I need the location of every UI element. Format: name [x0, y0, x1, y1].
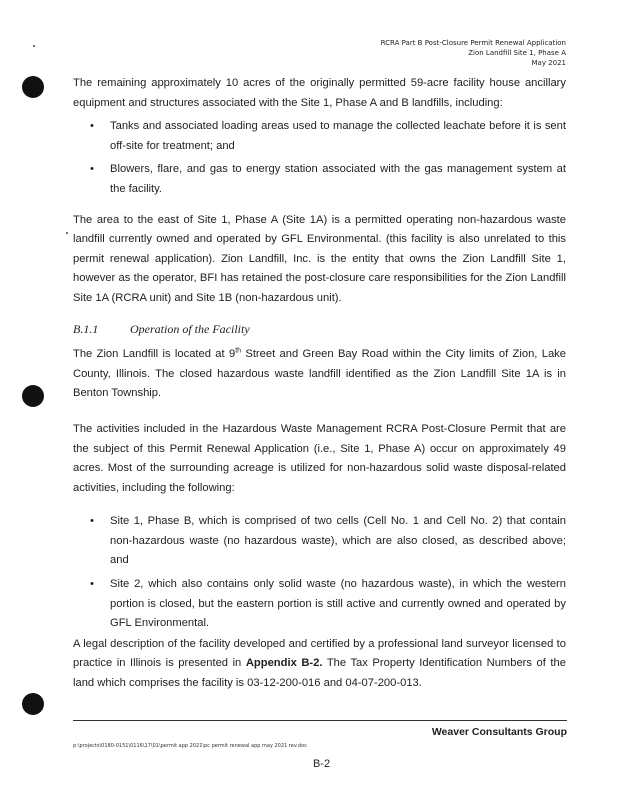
- legal-text-start: A legal description of the facility developed and certified by a professional land surveyor licensed to practice in Illinois is presented in: [73, 637, 566, 670]
- binder-hole-middle: [22, 385, 44, 407]
- running-header: [381, 38, 566, 68]
- footer-divider: [73, 720, 567, 721]
- paragraph-location: [73, 345, 566, 404]
- bullet-text: Site 2, which also contains only solid waste (no hazardous waste), in which the western portion is closed, but the eastern portion is still active and currently owned and operated by GFL Environmental.: [110, 578, 566, 630]
- bullet-item: [73, 117, 566, 156]
- footer-file-path: p:\projects\0180-0151\0116\17\01\permit app 2021\pc permit renewal app may 2021 rev.doc: [73, 743, 307, 749]
- header-line-1: RCRA Part B Post-Closure Permit Renewal Application: [380, 39, 566, 47]
- paragraph-site-1a: The area to the east of Site 1, Phase A (Site 1A) is a permitted operating non-hazardous waste landfill currently owned and operated by GFL Environmental. (this facility is also unrelated to this permit renewal application). Zion Landfill, Inc. is the entity that owns the Zion Landfill Site 1, however as the operator, BFI has retained the post-closure care responsibilities for the Zion Landfill Site 1A (RCRA unit) and Site 1B (non-hazardous unit).: [73, 213, 566, 304]
- page-number: B-2: [312, 758, 331, 770]
- bullet-item: [73, 160, 566, 199]
- scan-speck: [33, 45, 35, 47]
- location-text-start: The Zion Landfill is located at 9: [73, 348, 236, 361]
- section-number: B.1.1: [73, 321, 99, 336]
- legal-text-end: The Tax Property Identification Numbers of the land which comprises the facility is 03-12-200-016 and 04-07-200-013.: [73, 657, 566, 690]
- header-line-2: Zion Landfill Site 1, Phase A: [468, 49, 566, 57]
- bullet-text: Blowers, flare, and gas to energy station associated with the gas management system at the facility.: [110, 163, 566, 195]
- bullet-item: [73, 512, 566, 571]
- paragraph-ancillary-equipment: The remaining approximately 10 acres of the originally permitted 59-acre facility house ancillary equipment and structures associated with the Site 1, Phase A and B landfills, including:: [73, 77, 566, 109]
- section-heading: [73, 320, 566, 340]
- paragraph-legal-description: [73, 635, 566, 694]
- bullet-item: [73, 575, 566, 634]
- bullet-list-surrounding: [73, 512, 566, 634]
- bullet-icon: •: [90, 515, 94, 528]
- footer-company-name: Weaver Consultants Group: [431, 726, 567, 738]
- scan-speck: [66, 232, 68, 234]
- paragraph-activities: The activities included in the Hazardous Waste Management RCRA Post-Closure Permit that are the subject of this Permit Renewal Application (i.e., Site 1, Phase A) occur on approximately 49 acres. Most of the surrounding acreage is utilized for non-hazardous solid waste disposal-related activities, including the following:: [73, 422, 566, 494]
- section-title: Operation of the Facility: [130, 321, 250, 336]
- header-line-3: May 2021: [531, 59, 566, 67]
- appendix-reference: Appendix B-2.: [245, 657, 323, 670]
- location-text-end: Street and Green Bay Road within the City limits of Zion, Lake County, Illinois. The closed hazardous waste landfill identified as the Zion Landfill Site 1A is in Benton Township.: [73, 348, 566, 400]
- bullet-icon: •: [90, 578, 94, 591]
- body-text: [73, 74, 566, 694]
- bullet-text: Tanks and associated loading areas used to manage the collected leachate before it is sent off-site for treatment; and: [110, 120, 566, 152]
- bullet-text: Site 1, Phase B, which is comprised of two cells (Cell No. 1 and Cell No. 2) that contain non-hazardous waste (no hazardous waste), which are also closed, as described above; and: [110, 515, 566, 567]
- binder-hole-top: [22, 76, 44, 98]
- ordinal-superscript: th: [235, 347, 242, 355]
- bullet-icon: •: [90, 120, 94, 133]
- bullet-list-ancillary: [73, 117, 566, 199]
- binder-hole-bottom: [22, 693, 44, 715]
- bullet-icon: •: [90, 163, 94, 176]
